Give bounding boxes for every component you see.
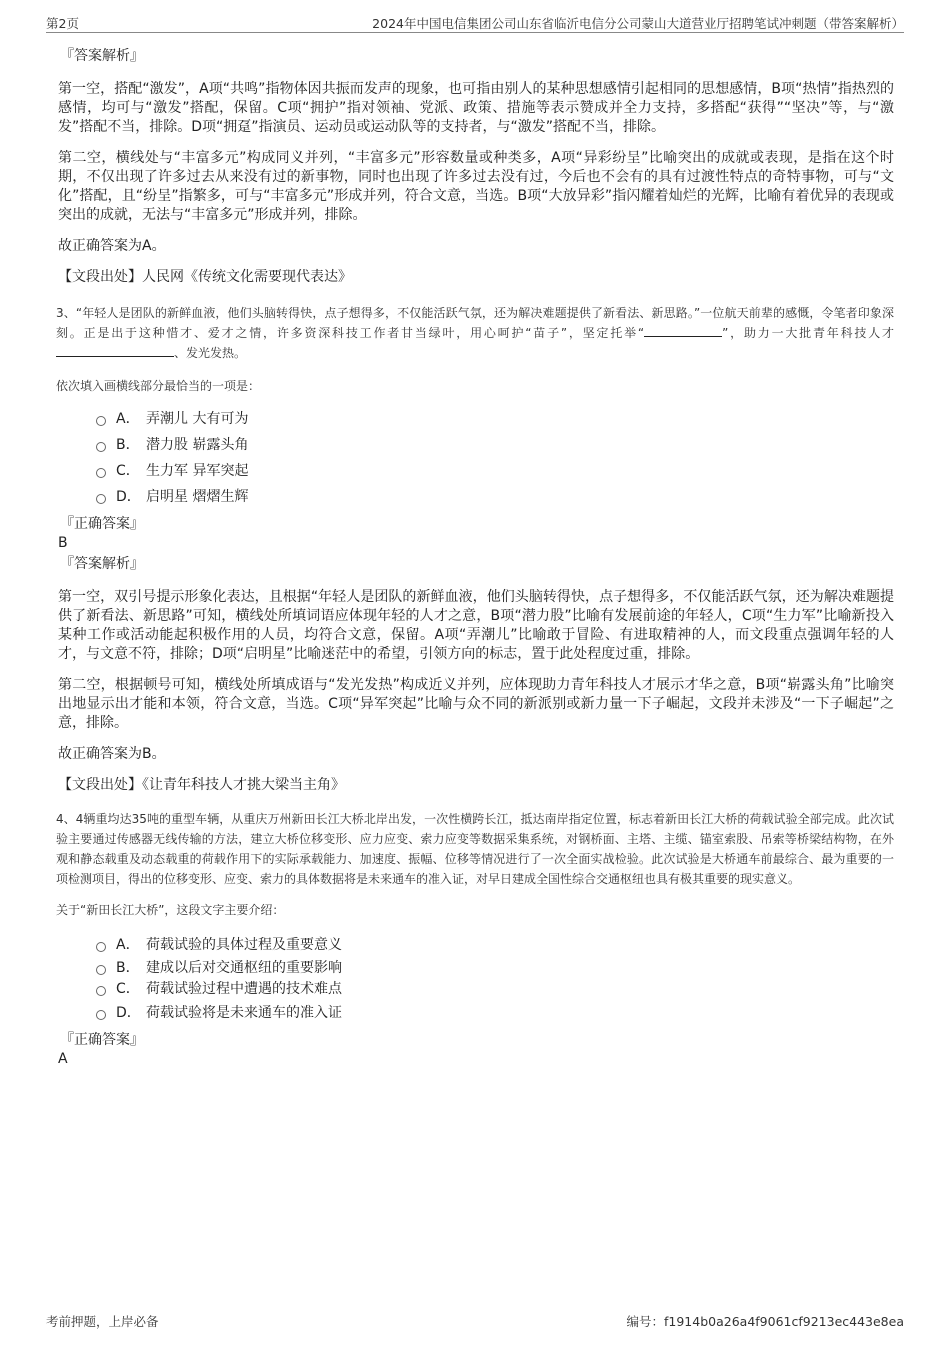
q3-option-d[interactable]: D． 启明星 熠熠生辉	[96, 484, 894, 510]
radio-icon[interactable]	[96, 416, 106, 426]
document-title: 2024年中国电信集团公司山东省临沂电信分公司蒙山大道营业厅招聘笔试冲刺题（带答案解析）	[372, 16, 904, 31]
q3-answer: B	[58, 535, 68, 551]
analysis-label: 『答案解析』	[60, 48, 144, 64]
q4-option-d[interactable]: D． 荷载试验将是未来通车的准入证	[96, 1000, 894, 1026]
q2-source: 【文段出处】人民网《传统文化需要现代表达》	[58, 269, 352, 285]
q2-analysis-paragraph-1: 第一空，搭配“激发”，A项“共鸣”指物体因共振而发声的现象，也可指由别人的某种思想感情引起相同的思想感情，B项“热情”指热烈的感情，均可与“激发”搭配，保留。C项“拥护”指对领袖、党派、政策、措施等表示赞成并全力支持，多搭配“获得”“坚决”等，与“激发”搭配不当，排除。D项“拥趸”指演员、运动员或运动队等的支持者，与“激发”搭配不当，排除。	[58, 81, 894, 135]
q3-option-a[interactable]: A． 弄潮儿 大有可为	[96, 406, 894, 432]
page-footer	[46, 1312, 904, 1332]
q2-analysis-paragraph-2: 第二空，横线处与“丰富多元”构成同义并列，“丰富多元”形容数量或种类多，A项“异彩纷呈”比喻突出的成就或表现，是指在这个时期，不仅出现了许多过去从来没有过的新事物，同时也出现了许多过去没有过，今后也不会有的具有过渡性特点的奇特事物，可与“文化”搭配，且“纷呈”指繁多，可与“丰富多元”形成并列，符合文意，当选。B项“大放异彩”指闪耀着灿烂的光辉，比喻有着优异的表现或突出的成就，无法与“丰富多元”形成并列，排除。	[58, 150, 894, 223]
document-id: 编号：f1914b0a26a4f9061cf9213ec443e8ea	[626, 1314, 904, 1329]
q4-option-b[interactable]: B． 建成以后对交通枢纽的重要影响	[96, 958, 894, 978]
q4-options	[96, 932, 894, 1026]
q4-option-c[interactable]: C． 荷载试验过程中遭遇的技术难点	[96, 978, 894, 1000]
radio-icon[interactable]	[96, 1010, 106, 1020]
q3-options	[96, 406, 894, 510]
q3-option-c[interactable]: C． 生力军 异军突起	[96, 458, 894, 484]
radio-icon[interactable]	[96, 965, 106, 975]
q2-conclusion: 故正确答案为A。	[58, 238, 166, 254]
page-header	[46, 12, 904, 33]
q4-answer: A	[58, 1051, 68, 1067]
blank-1	[644, 324, 722, 337]
correct-answer-label: 『正确答案』	[60, 1032, 144, 1048]
q3-analysis-paragraph-1: 第一空，双引号提示形象化表达，且根据“年轻人是团队的新鲜血液，他们头脑转得快，点子想得多，不仅能活跃气氛，还为解决难题提供了新看法、新思路”可知，横线处所填词语应体现年轻的人才之意，B项“潜力股”比喻有发展前途的年轻人，C项“生力军”比喻新投入某种工作或活动能起积极作用的人员，均符合文意，保留。A项“弄潮儿”比喻敢于冒险、有进取精神的人，而文段重点强调年轻的人才，与文意不符，排除；D项“启明星”比喻迷茫中的希望，引领方向的标志，置于此处程度过重，排除。	[58, 589, 894, 662]
q4-prompt: 关于“新田长江大桥”，这段文字主要介绍：	[56, 903, 285, 917]
q4-option-a[interactable]: A． 荷载试验的具体过程及重要意义	[96, 932, 894, 958]
analysis-label: 『答案解析』	[60, 556, 144, 572]
radio-icon[interactable]	[96, 442, 106, 452]
page-number: 第2页	[46, 16, 79, 31]
radio-icon[interactable]	[96, 986, 106, 996]
q3-source: 【文段出处】《让青年科技人才挑大梁当主角》	[58, 777, 345, 793]
radio-icon[interactable]	[96, 468, 106, 478]
q3-question-text: 3、“年轻人是团队的新鲜血液，他们头脑转得快，点子想得多，不仅能活跃气氛，还为解决难题提供了新看法、新思路。”一位航天前辈的感慨，令笔者印象深刻。正是出于这种惜才、爱才之情，许多资深科技工作者甘当绿叶，用心呵护“苗子”，坚定托举“ ”，助力一大批青年科技人才、发光发热。	[56, 306, 895, 360]
radio-icon[interactable]	[96, 494, 106, 504]
blank-2	[56, 344, 174, 357]
q3-conclusion: 故正确答案为B。	[58, 746, 166, 762]
radio-icon[interactable]	[96, 942, 106, 952]
footer-slogan: 考前押题，上岸必备	[46, 1314, 159, 1329]
correct-answer-label: 『正确答案』	[60, 516, 144, 532]
q3-prompt: 依次填入画横线部分最恰当的一项是：	[56, 379, 261, 393]
q3-option-b[interactable]: B． 潜力股 崭露头角	[96, 432, 894, 458]
q4-question-text: 4、4辆重均达35吨的重型车辆，从重庆万州新田长江大桥北岸出发，一次性横跨长江，抵达南岸指定位置，标志着新田长江大桥的荷载试验全部完成。此次试验主要通过传感器无线传输的方法，建立大桥位移变形、应力应变、索力应变等数据采集系统，对钢桥面、主塔、主缆、锚室索股、吊索等桥梁结构物，在外观和静态载重及动态载重的荷载作用下的实际承载能力、加速度、振幅、位移等情况进行了一次全面实战检验。此次试验是大桥通车前最综合、最为重要的一项检测项目，得出的位移变形、应变、索力的具体数据将是未来通车的准入证，对早日建成全国性综合交通枢纽也具有极其重要的现实意义。	[56, 812, 894, 886]
q3-analysis-paragraph-2: 第二空，根据顿号可知，横线处所填成语与“发光发热”构成近义并列，应体现助力青年科技人才展示才华之意，B项“崭露头角”比喻突出地显示出才能和本领，符合文意，当选。C项“异军突起”比喻与众不同的新派别或新力量一下子崛起，文段并未涉及“一下子崛起”之意，排除。	[58, 677, 894, 731]
main-content	[56, 44, 894, 1068]
